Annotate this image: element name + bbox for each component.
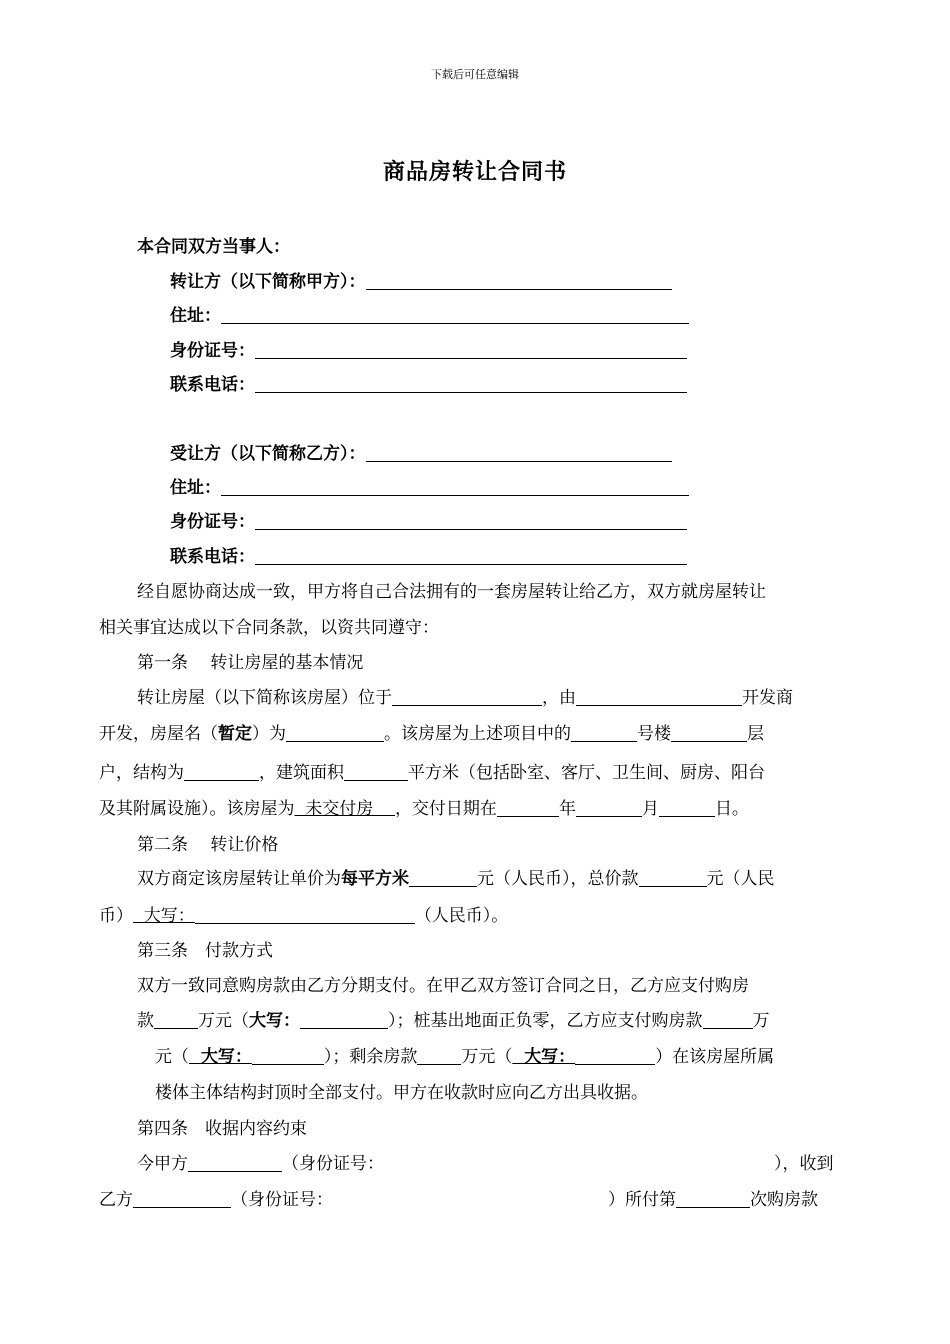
article2-l1-text-b: 元（人民币），总价款 [477,869,639,889]
article1-heading: 第一条 转让房屋的基本情况 [137,653,364,673]
parties-heading: 本合同双方当事人： [137,237,290,257]
first-payment-capital-blank[interactable] [300,1010,388,1029]
location-blank[interactable] [392,687,542,706]
article1-l1-text-c: 开发商 [742,688,793,708]
article1-l2-text-c: 。该房屋为上述项目中的 [384,724,571,744]
article4-line-2-end [608,1189,818,1211]
article1-l4-text-d: 月 [641,799,659,819]
article3-heading: 第三条 付款方式 [137,941,273,961]
article4-l1-text-a: 今甲方 [137,1154,188,1174]
article1-l2-text-b: ）为 [252,724,286,744]
article1-l4-text-b: ，交付日期在 [394,799,497,819]
party-b-address-label: 住址： [170,478,221,498]
article1-l2-text-d: 号楼 [637,724,671,744]
article2-heading: 第二条 转让价格 [137,835,279,855]
party-a-address-blank[interactable] [221,305,689,324]
party-a-phone-row [170,374,687,396]
article4-l2-text-d: 次购房款 [750,1190,818,1210]
article1-l4-text-a: 及其附属设施）。该房屋为 [99,799,295,819]
article2-line-2 [99,905,508,927]
article1-line-2 [99,723,764,745]
delivery-day-blank[interactable] [659,798,715,817]
party-b-id-row [170,511,687,533]
receipt-party-a-blank[interactable] [188,1153,282,1172]
party-a-id-row [170,340,687,362]
party-a-phone-blank[interactable] [255,374,687,393]
article2-l2-text-b: （人民币）。 [414,906,509,926]
party-b-row [170,443,672,465]
article3-line-3 [155,1046,774,1068]
unit-price-blank[interactable] [409,868,477,887]
article2-l1-bold: 每平方米 [341,869,409,889]
delivery-year-blank[interactable] [497,798,559,817]
article4-l2-text-b: （身份证号： [231,1190,333,1210]
party-a-id-blank[interactable] [255,340,687,359]
article3-l3-text-b: ）；剩余房款 [323,1047,418,1067]
article1-line-3 [99,762,765,784]
article3-line-2 [137,1010,770,1032]
article1-l3-text-b: ，建筑面积 [259,763,344,783]
party-a-label: 转让方（以下简称甲方）： [170,272,366,292]
article1-l3-text-c: 平方米（包括卧室、客厅、卫生间、厨房、阳台 [408,763,765,783]
article2-l1-text-a: 双方商定该房屋转让单价为 [137,869,341,889]
article4-l2-text-a: 乙方 [99,1190,133,1210]
capital-amount-blank[interactable] [195,905,415,924]
receipt-party-b-blank[interactable] [133,1189,231,1208]
party-a-phone-label: 联系电话： [170,375,255,395]
party-a-row [170,271,672,293]
article3-l3-text-d: ）在该房屋所属 [655,1047,775,1067]
intro-line-2: 相关事宜达成以下合同条款，以资共同遵守： [99,618,439,638]
developer-blank[interactable] [576,687,742,706]
remaining-payment-blank[interactable] [417,1046,461,1065]
article3-l2-text-d: 万 [752,1011,770,1031]
party-b-name-blank[interactable] [366,443,672,462]
article3-l2-text-c: ）；桩基出地面正负零，乙方应支付购房款 [388,1011,703,1031]
party-b-phone-label: 联系电话： [170,547,255,567]
party-b-id-label: 身份证号： [170,512,255,532]
contract-title: 商品房转让合同书 [382,159,567,185]
party-a-id-label: 身份证号： [170,341,255,361]
payment-installment-blank[interactable] [676,1189,750,1208]
article1-l2-bold: 暂定 [218,724,252,744]
article1-l1-text-b: ，由 [542,688,576,708]
second-payment-capital-blank[interactable] [252,1046,324,1065]
second-payment-blank[interactable] [703,1010,753,1029]
article3-line-4: 楼体主体结构封顶时全部支付。甲方在收款时应向乙方出具收据。 [155,1083,648,1103]
article3-l3-text-c: 万元（ [461,1047,513,1067]
article3-l3-text-a: 元（ [155,1047,189,1067]
article1-l1-text-a: 转让房屋（以下简称该房屋）位于 [137,688,392,708]
article4-line-2 [99,1189,333,1211]
party-a-name-blank[interactable] [366,271,672,290]
article2-line-1 [137,868,775,890]
article4-l1-text-b: （身份证号： [282,1154,384,1174]
article3-l3-bold-2: 大写： [512,1047,576,1067]
party-b-phone-row [170,546,687,568]
article1-l2-text-e: 层 [747,724,764,744]
article1-l2-text-a: 开发，房屋名（ [99,724,218,744]
delivery-month-blank[interactable] [576,798,642,817]
first-payment-blank[interactable] [154,1010,198,1029]
party-b-label: 受让方（以下简称乙方）： [170,444,366,464]
article3-l3-bold-1: 大写： [189,1047,252,1067]
article1-l3-text-a: 户，结构为 [99,763,184,783]
party-a-address-row [170,305,689,327]
article2-l2-text-a: 币） [99,906,133,926]
intro-line-1: 经自愿协商达成一致，甲方将自己合法拥有的一套房屋转让给乙方，双方就房屋转让 [137,582,766,602]
article2-l1-text-c: 元（人民 [706,869,775,889]
party-b-id-blank[interactable] [255,511,687,530]
remaining-payment-capital-blank[interactable] [575,1046,655,1065]
header-note: 下载后可任意编辑 [431,68,519,81]
article4-heading: 第四条 收据内容约束 [137,1119,307,1139]
capital-amount-label: 大写： [133,906,195,926]
area-blank[interactable] [344,762,408,781]
article1-l4-text-c: 年 [558,799,576,819]
party-a-address-label: 住址： [170,306,221,326]
party-b-address-blank[interactable] [221,477,689,496]
structure-blank[interactable] [184,762,259,781]
article1-l4-text-e: 日。 [714,799,749,819]
party-b-address-row [170,477,689,499]
article4-line-1-end: ），收到 [774,1154,834,1174]
article3-line-1: 双方一致同意购房款由乙方分期支付。在甲乙双方签订合同之日，乙方应支付购房 [137,976,749,996]
total-price-blank[interactable] [639,868,707,887]
article4-l2-text-c: ）所付第 [608,1190,676,1210]
article3-l2-text-b: 万元（ [198,1011,249,1031]
house-name-blank[interactable] [286,723,384,742]
building-no-blank[interactable] [571,723,637,742]
article1-line-4 [99,798,749,820]
party-b-phone-blank[interactable] [255,546,687,565]
article3-l2-bold: 大写： [249,1011,300,1031]
delivery-status[interactable]: 未交付房 [294,799,395,819]
article4-line-1 [137,1153,384,1175]
article3-l2-text-a: 款 [137,1011,154,1031]
floor-blank[interactable] [671,723,747,742]
article1-line-1 [137,687,793,709]
